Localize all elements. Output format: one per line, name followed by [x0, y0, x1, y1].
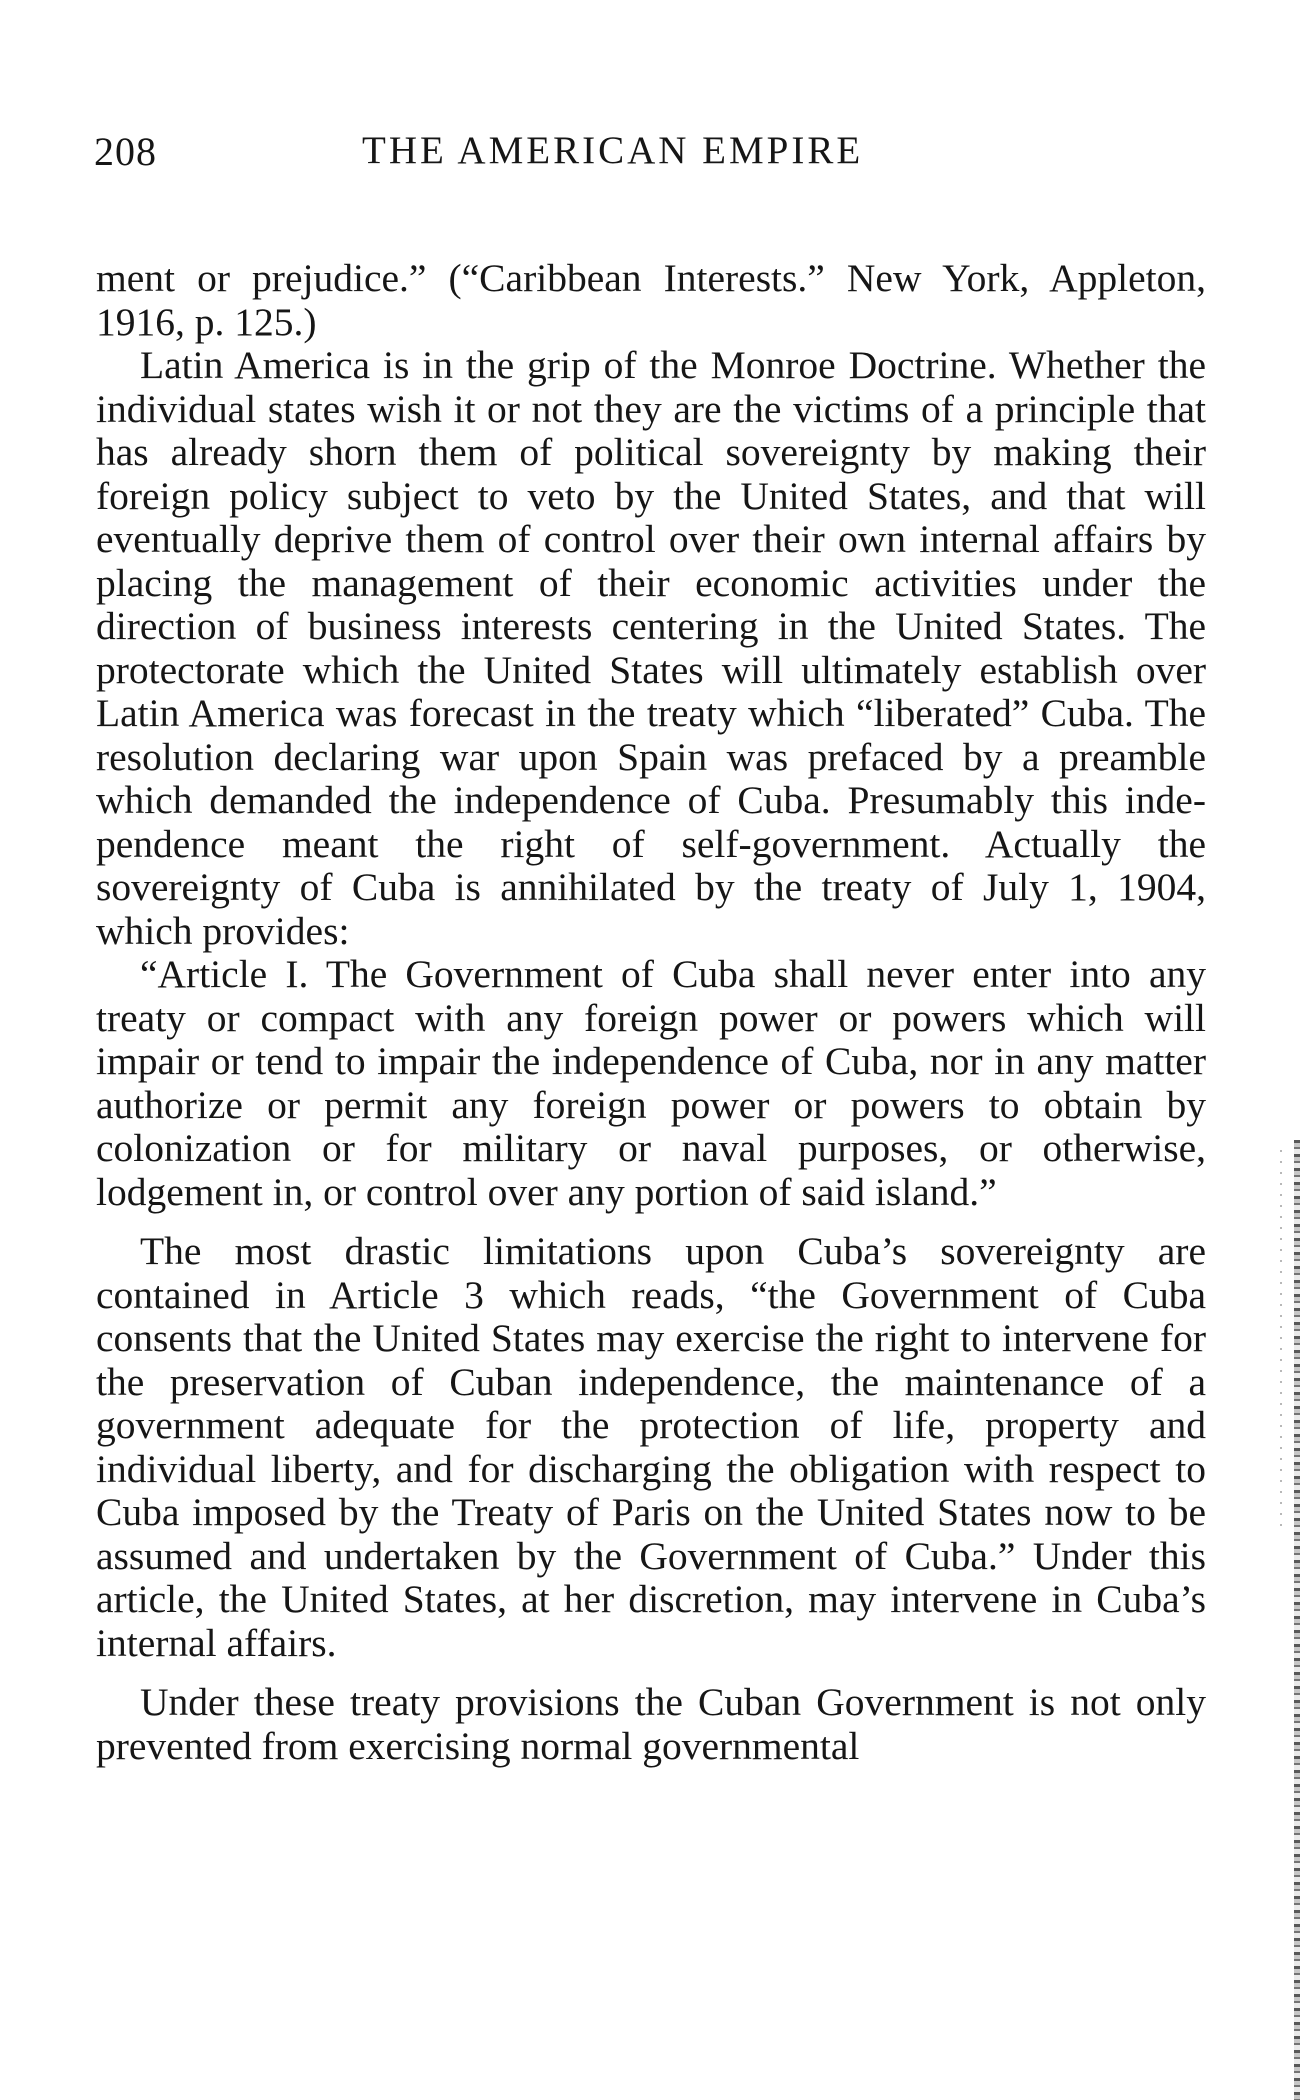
paragraph-continuation: ment or prejudice.” (“Caribbean Interests.” New York, Appleton, 1916, p. 125.)	[96, 256, 1206, 344]
page-number: 208	[94, 129, 157, 174]
paragraph-treaty-provisions: Under these treaty provisions the Cuban Government is not only prevented from exercising normal governmental	[96, 1680, 1206, 1768]
quoted-article-one: “Article I. The Government of Cuba shall never enter into any treaty or compact with any foreign power or powers which will impair or tend to impair the independence of Cuba, nor in any matter authorize or permit any foreign power or powers to obtain by colonization or for military or naval purposes, or otherwise, lodgement in, or control over any portion of said island.”	[96, 952, 1206, 1214]
scan-edge-speckle	[1280, 1150, 1282, 1530]
body-text	[96, 257, 1206, 1768]
paragraph-monroe-doctrine: Latin America is in the grip of the Monroe Doctrine. Whether the individual states wish it or not they are the victims of a principle that has already shorn them of political sovereignty by making their foreign policy subject to veto by the United States, and that will eventually deprive them of control over their own internal affairs by placing the management of their economic activities under the direction of business interests centering in the United States. The protectorate which the United States will ultimately establish over Latin America was forecast in the treaty which “liberated” Cuba. The resolution declaring war upon Spain was prefaced by a preamble which demanded the independence of Cuba. Presumably this independence meant the right of self-government. Actually the sovereignty of Cuba is annihilated by the treaty of July 1, 1904, which provides:	[96, 343, 1206, 953]
paragraph-article-three: The most drastic limitations upon Cuba’s sovereignty are contained in Article 3 which reads, “the Government of Cuba consents that the United States may exercise the right to intervene for the preservation of Cuban independence, the maintenance of a government adequate for the protection of life, property and individual liberty, and for discharging the obligation with respect to Cuba imposed by the Treaty of Paris on the United States now to be assumed and undertaken by the Government of Cuba.” Under this article, the United States, at her discretion, may intervene in Cuba’s internal affairs.	[96, 1229, 1206, 1665]
scan-edge-shadow	[1294, 1140, 1300, 2100]
running-head: THE AMERICAN EMPIRE	[362, 129, 864, 172]
page-header	[94, 128, 1204, 178]
